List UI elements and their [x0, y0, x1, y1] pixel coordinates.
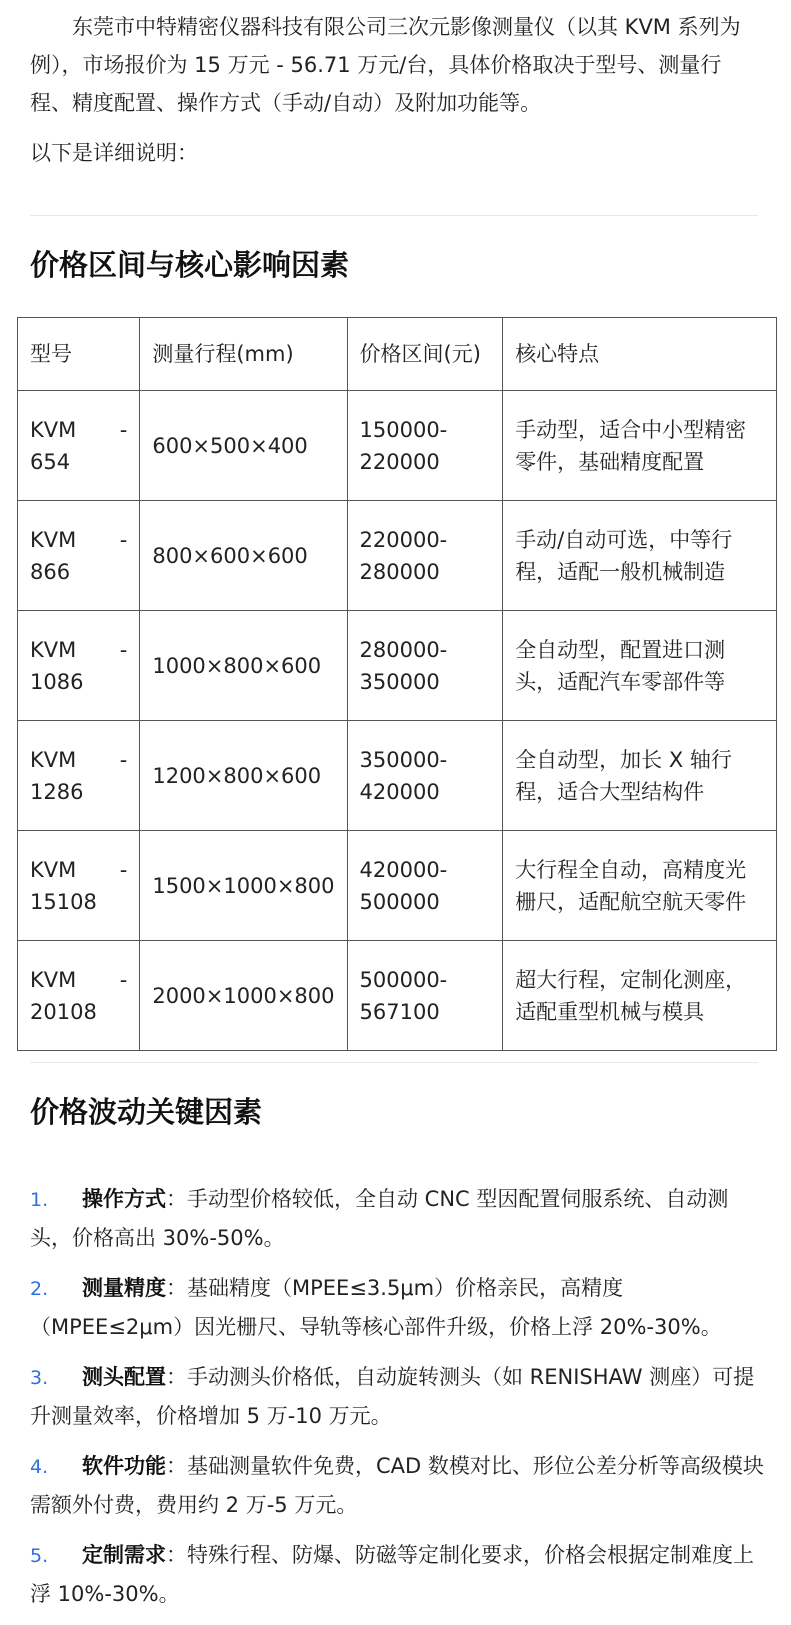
list-term: 定制需求: [82, 1543, 166, 1567]
cell-price: 220000-280000: [347, 501, 503, 611]
list-term: 操作方式: [82, 1187, 166, 1211]
table-header-row: [18, 318, 777, 391]
model-prefix: KVM: [30, 857, 77, 882]
table-row: [18, 501, 777, 611]
cell-price: 280000-350000: [347, 611, 503, 721]
model-dash: -: [119, 747, 128, 772]
model-prefix: KVM: [30, 417, 77, 442]
list-number: 1.: [30, 1189, 49, 1211]
cell-model: [18, 831, 140, 941]
table-row: [18, 391, 777, 501]
model-number: 866: [30, 559, 71, 584]
list-number: 3.: [30, 1367, 49, 1389]
table-row: [18, 721, 777, 831]
section-divider: [30, 215, 758, 216]
model-line: [30, 634, 127, 666]
cell-stroke: 800×600×600: [140, 501, 347, 611]
section-divider: [30, 1062, 758, 1063]
model-dash: -: [119, 967, 128, 992]
table-row: [18, 831, 777, 941]
price-table: [17, 317, 777, 1051]
model-prefix: KVM: [30, 967, 77, 992]
model-number: 654: [30, 449, 71, 474]
header-price: 价格区间(元): [347, 318, 503, 391]
list-item: [30, 1536, 765, 1613]
cell-price: 150000-220000: [347, 391, 503, 501]
factor-list: [30, 1180, 765, 1625]
cell-model: [18, 391, 140, 501]
list-item: [30, 1180, 765, 1257]
cell-stroke: 1500×1000×800: [140, 831, 347, 941]
model-number: 20108: [30, 999, 97, 1024]
list-text: ：基础测量软件免费，CAD 数模对比、形位公差分析等高级模块需额外付费，费用约 2 万-5 万元。: [30, 1454, 764, 1517]
list-number: 4.: [30, 1456, 49, 1478]
cell-feature: 手动/自动可选，中等行程，适配一般机械制造: [503, 501, 777, 611]
list-number: 2.: [30, 1278, 49, 1300]
model-line: [30, 854, 127, 886]
model-dash: -: [119, 637, 128, 662]
list-term: 软件功能: [82, 1454, 166, 1478]
model-prefix: KVM: [30, 527, 77, 552]
model-line: [30, 414, 127, 446]
cell-stroke: 1000×800×600: [140, 611, 347, 721]
model-line: [30, 964, 127, 996]
header-model: 型号: [18, 318, 140, 391]
model-dash: -: [119, 527, 128, 552]
list-item: [30, 1269, 765, 1346]
cell-price: 420000-500000: [347, 831, 503, 941]
list-text: ：特殊行程、防爆、防磁等定制化要求，价格会根据定制难度上浮 10%-30%。: [30, 1543, 754, 1606]
section-heading-price-range: 价格区间与核心影响因素: [30, 248, 350, 282]
cell-stroke: 2000×1000×800: [140, 941, 347, 1051]
table-row: [18, 611, 777, 721]
list-term: 测头配置: [82, 1365, 166, 1389]
list-text: ：手动型价格较低，全自动 CNC 型因配置伺服系统、自动测头，价格高出 30%-50%。: [30, 1187, 729, 1250]
cell-stroke: 600×500×400: [140, 391, 347, 501]
cell-feature: 手动型，适合中小型精密零件，基础精度配置: [503, 391, 777, 501]
intro-lead: 以下是详细说明：: [30, 141, 198, 165]
cell-price: 350000-420000: [347, 721, 503, 831]
list-item: [30, 1358, 765, 1435]
model-dash: -: [119, 857, 128, 882]
table-row: [18, 941, 777, 1051]
cell-model: [18, 721, 140, 831]
list-number: 5.: [30, 1545, 49, 1567]
cell-feature: 全自动型，加长 X 轴行程，适合大型结构件: [503, 721, 777, 831]
list-term: 测量精度: [82, 1276, 166, 1300]
list-text: ：手动测头价格低，自动旋转测头（如 RENISHAW 测座）可提升测量效率，价格增加 5 万-10 万元。: [30, 1365, 755, 1428]
model-prefix: KVM: [30, 637, 77, 662]
model-number: 1286: [30, 779, 84, 804]
cell-model: [18, 501, 140, 611]
model-prefix: KVM: [30, 747, 77, 772]
section-heading-factors: 价格波动关键因素: [30, 1095, 263, 1129]
header-feature: 核心特点: [503, 318, 777, 391]
model-dash: -: [119, 417, 128, 442]
header-stroke: 测量行程(mm): [140, 318, 347, 391]
model-number: 1086: [30, 669, 84, 694]
cell-feature: 大行程全自动，高精度光栅尺，适配航空航天零件: [503, 831, 777, 941]
cell-price: 500000-567100: [347, 941, 503, 1051]
cell-feature: 超大行程，定制化测座，适配重型机械与模具: [503, 941, 777, 1051]
model-line: [30, 744, 127, 776]
cell-model: [18, 611, 140, 721]
list-item: [30, 1447, 765, 1524]
cell-feature: 全自动型，配置进口测头，适配汽车零部件等: [503, 611, 777, 721]
list-text: ：基础精度（MPEE≤3.5μm）价格亲民，高精度（MPEE≤2μm）因光栅尺、导轨等核心部件升级，价格上浮 20%-30%。: [30, 1276, 722, 1339]
intro-paragraph: 东莞市中特精密仪器科技有限公司三次元影像测量仪（以其 KVM 系列为例），市场报价为 15 万元 - 56.71 万元/台，具体价格取决于型号、测量行程、精度配置、操作方式（手动/自动）及附加功能等。: [30, 15, 741, 115]
model-number: 15108: [30, 889, 97, 914]
cell-model: [18, 941, 140, 1051]
model-line: [30, 524, 127, 556]
cell-stroke: 1200×800×600: [140, 721, 347, 831]
